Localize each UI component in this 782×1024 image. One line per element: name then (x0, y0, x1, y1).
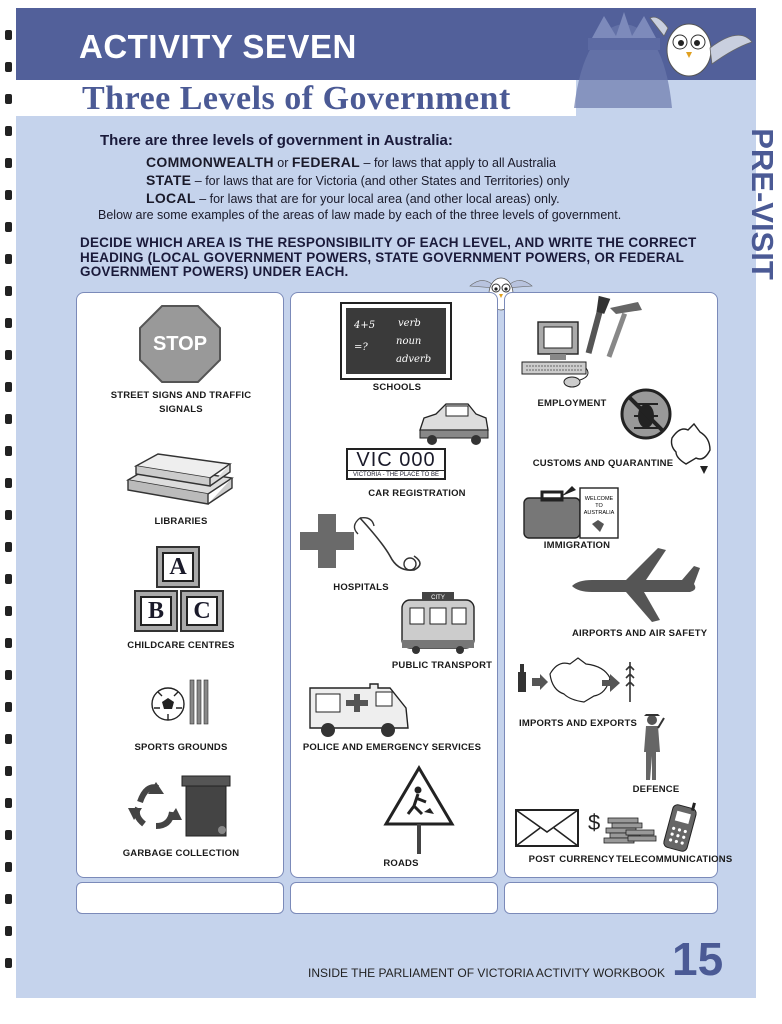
aeroplane-icon (570, 546, 704, 624)
label-imports-exports: IMPORTS AND EXPORTS (519, 718, 637, 729)
label-immigration: IMMIGRATION (543, 540, 611, 551)
level-alt-name: FEDERAL (291, 154, 361, 170)
currency-symbol: $ (588, 810, 601, 835)
level-state (146, 172, 570, 188)
number-plate-subtext: VICTORIA - THE PLACE TO BE (348, 470, 444, 479)
computer-tools-icon (520, 296, 646, 390)
block-b-letter: B (140, 596, 172, 626)
intro-block (100, 132, 740, 149)
passport-line3: AUSTRALIA (583, 510, 615, 516)
label-street-signs-line2: SIGNALS (159, 404, 203, 415)
car-icon (416, 400, 490, 446)
label-street-signs: STREET SIGNS AND TRAFFIC (110, 390, 252, 401)
answer-box-federal[interactable] (504, 882, 718, 914)
label-schools: SCHOOLS (372, 382, 422, 393)
tram-sign: CITY (431, 595, 445, 601)
level-name: LOCAL (146, 190, 196, 206)
block-a-letter: A (162, 552, 194, 582)
label-libraries: LIBRARIES (154, 516, 208, 527)
block-c (180, 590, 224, 632)
hospital-cross-icon (302, 512, 428, 586)
level-description: – for laws that are for your local area (and other local areas) only. (195, 192, 560, 206)
suitcase-passport-icon (522, 480, 622, 544)
pre-visit-tab (742, 124, 782, 284)
owl-crest-illustration (564, 8, 754, 118)
number-plate (346, 448, 446, 480)
label-telecommunications: TELECOMMUNICATIONS (616, 854, 733, 865)
soldier-icon (638, 710, 666, 782)
spiral-binding (0, 0, 16, 1024)
label-childcare: CHILDCARE CENTRES (127, 640, 235, 651)
label-employment: EMPLOYMENT (537, 398, 607, 409)
stop-sign-text: STOP (152, 333, 208, 355)
block-a (156, 546, 200, 588)
label-car-registration: CAR REGISTRATION (368, 488, 466, 499)
level-connector: or (273, 156, 292, 170)
workbook-page (16, 8, 780, 998)
label-currency: CURRENCY (559, 854, 615, 865)
tram-icon (398, 590, 478, 656)
recycle-bin-icon (126, 772, 230, 838)
activity-heading: ACTIVITY SEVEN (79, 28, 357, 65)
level-commonwealth (146, 154, 556, 170)
chalk-question: =? (354, 342, 368, 353)
passport-line1: WELCOME (584, 496, 614, 502)
page-title: Three Levels of Government (82, 80, 511, 117)
chalk-adverb: adverb (396, 354, 432, 365)
page-number: 15 (672, 933, 724, 985)
passport-line2: TO (595, 503, 603, 509)
stop-sign-icon (138, 304, 222, 384)
footer-text: INSIDE THE PARLIAMENT OF VICTORIA ACTIVITY WORKBOOK (308, 966, 665, 980)
level-name: COMMONWEALTH (146, 154, 274, 170)
label-sports-grounds: SPORTS GROUNDS (134, 742, 228, 753)
level-local (146, 190, 560, 206)
sports-ball-icon (150, 676, 214, 728)
answer-box-local[interactable] (76, 882, 284, 914)
ambulance-icon (306, 678, 412, 740)
block-b (134, 590, 178, 632)
number-plate-text: VIC 000 (356, 449, 436, 471)
level-name: STATE (146, 172, 192, 188)
label-roads: ROADS (383, 858, 419, 869)
label-garbage-collection: GARBAGE COLLECTION (122, 848, 240, 859)
label-post: POST (528, 854, 556, 865)
intro-heading: There are three levels of government in Australia: (100, 132, 453, 149)
envelope-icon (514, 804, 582, 850)
pre-visit-label: PRE-VISIT (745, 128, 780, 280)
chalkboard-icon (340, 302, 452, 380)
label-hospitals: HOSPITALS (333, 582, 389, 593)
chalk-sum: 4+5 (354, 320, 376, 331)
label-police-emergency: POLICE AND EMERGENCY SERVICES (302, 742, 482, 753)
level-description: – for laws that apply to all Australia (360, 156, 556, 170)
chalk-noun: noun (396, 336, 422, 347)
level-description: – for laws that are for Victoria (and other States and Territories) only (191, 174, 570, 188)
label-defence: DEFENCE (632, 784, 680, 795)
roadwork-sign-icon (384, 766, 454, 856)
answer-box-state[interactable] (290, 882, 498, 914)
examples-note: Below are some examples of the areas of law made by each of the three levels of government. (98, 208, 622, 222)
chalk-verb: verb (398, 318, 421, 329)
mobile-phone-icon (660, 800, 700, 852)
label-airports-air-safety: AIRPORTS AND AIR SAFETY (572, 628, 708, 639)
instructions: DECIDE WHICH AREA IS THE RESPONSIBILITY OF EACH LEVEL, AND WRITE THE CORRECT HEADING (LOCAL GOVERNMENT POWERS, STATE GOVERNMENT POWERS, OR FEDERAL GOVERNMENT POWERS) UNDER EACH. (80, 235, 697, 279)
label-customs-quarantine: CUSTOMS AND QUARANTINE (532, 458, 674, 469)
coins-icon (586, 806, 658, 848)
block-c-letter: C (186, 596, 218, 626)
imports-exports-icon (514, 652, 642, 714)
books-icon (122, 444, 238, 508)
label-public-transport: PUBLIC TRANSPORT (391, 660, 493, 671)
